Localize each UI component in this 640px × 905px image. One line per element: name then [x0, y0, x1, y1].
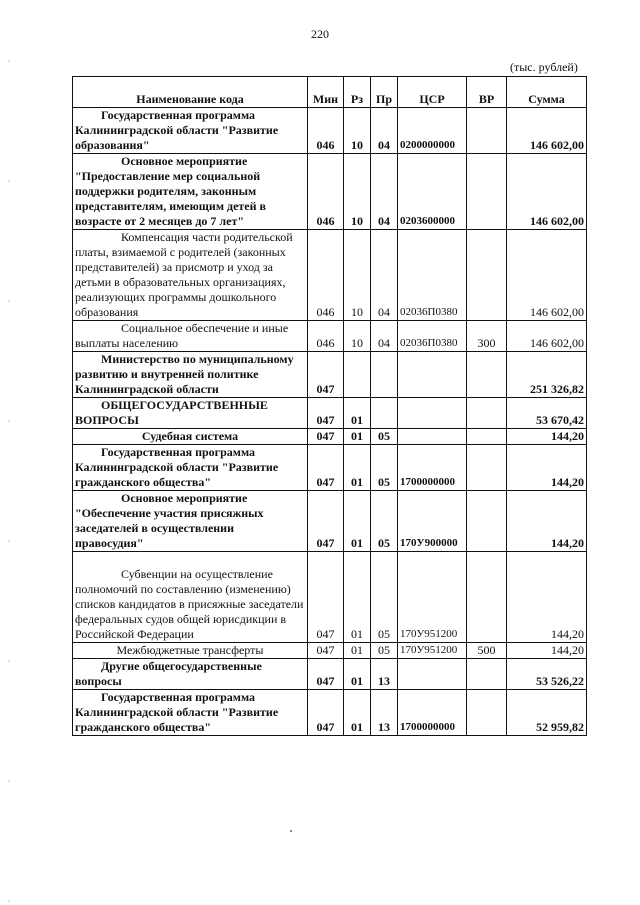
row-name: Субвенции на осуществление полномочий по составлению (изменению) списков кандидатов в присяжные заседатели федеральных судов общей юрисдикции в Российской Федерации	[73, 552, 308, 643]
row-csr: 170У951200	[398, 643, 467, 659]
row-min: 046	[308, 321, 344, 352]
row-name: Судебная система	[73, 429, 308, 445]
row-rz: 10	[344, 108, 371, 154]
row-name: Компенсация части родительской платы, взимаемой с родителей (законных представителей) за присмотр и уход за детьми в образовательных организациях, реализующих программы дошкольного образования	[73, 230, 308, 321]
table-row	[73, 552, 587, 643]
row-csr	[398, 352, 467, 398]
header-vr: ВР	[467, 77, 507, 108]
row-csr: 02036П0380	[398, 321, 467, 352]
row-rz: 01	[344, 552, 371, 643]
header-rz: Рз	[344, 77, 371, 108]
row-name: Государственная программа Калининградской области "Развитие образования"	[73, 108, 308, 154]
row-vr: 500	[467, 643, 507, 659]
row-vr	[467, 230, 507, 321]
row-rz: 01	[344, 398, 371, 429]
row-rz: 01	[344, 429, 371, 445]
row-sum: 146 602,00	[507, 230, 587, 321]
row-pr: 04	[371, 230, 398, 321]
row-vr	[467, 445, 507, 491]
row-sum: 52 959,82	[507, 690, 587, 736]
header-csr: ЦСР	[398, 77, 467, 108]
row-vr	[467, 690, 507, 736]
row-min: 047	[308, 552, 344, 643]
row-sum: 144,20	[507, 643, 587, 659]
row-rz	[344, 352, 371, 398]
table-row	[73, 643, 587, 659]
row-min: 047	[308, 690, 344, 736]
table-row	[73, 690, 587, 736]
row-name: ОБЩЕГОСУДАРСТВЕННЫЕ ВОПРОСЫ	[73, 398, 308, 429]
row-min: 046	[308, 230, 344, 321]
table-row	[73, 398, 587, 429]
row-csr	[398, 398, 467, 429]
row-pr: 04	[371, 321, 398, 352]
row-pr	[371, 352, 398, 398]
header-name: Наименование кода	[73, 77, 308, 108]
row-csr: 02036П0380	[398, 230, 467, 321]
row-sum: 251 326,82	[507, 352, 587, 398]
row-sum: 144,20	[507, 445, 587, 491]
table-row	[73, 491, 587, 552]
row-name: Социальное обеспечение и иные выплаты населению	[73, 321, 308, 352]
table-row	[73, 108, 587, 154]
row-min: 047	[308, 491, 344, 552]
row-vr	[467, 108, 507, 154]
row-vr: 300	[467, 321, 507, 352]
row-vr	[467, 154, 507, 230]
row-rz: 10	[344, 321, 371, 352]
row-min: 047	[308, 659, 344, 690]
row-sum: 53 526,22	[507, 659, 587, 690]
row-min: 047	[308, 445, 344, 491]
row-csr: 0203600000	[398, 154, 467, 230]
row-pr: 13	[371, 690, 398, 736]
row-name: Основное мероприятие "Предоставление мер социальной поддержки родителям, законным представителям, имеющим детей в возрасте от 2 месяцев до 7 лет"	[73, 154, 308, 230]
table-row	[73, 154, 587, 230]
scan-speck	[290, 830, 292, 832]
row-min: 046	[308, 108, 344, 154]
table-row	[73, 429, 587, 445]
row-min: 047	[308, 429, 344, 445]
table-row	[73, 659, 587, 690]
row-csr	[398, 659, 467, 690]
row-pr	[371, 398, 398, 429]
table-row	[73, 230, 587, 321]
row-sum: 146 602,00	[507, 108, 587, 154]
table-row	[73, 445, 587, 491]
row-csr: 1700000000	[398, 690, 467, 736]
row-csr: 1700000000	[398, 445, 467, 491]
row-csr: 0200000000	[398, 108, 467, 154]
row-rz: 10	[344, 154, 371, 230]
row-rz: 10	[344, 230, 371, 321]
row-rz: 01	[344, 491, 371, 552]
row-name: Другие общегосударственные вопросы	[73, 659, 308, 690]
row-name: Основное мероприятие "Обеспечение участия присяжных заседателей в осуществлении правосудия"	[73, 491, 308, 552]
row-pr: 04	[371, 154, 398, 230]
row-vr	[467, 491, 507, 552]
row-min: 046	[308, 154, 344, 230]
row-vr	[467, 352, 507, 398]
table-row	[73, 352, 587, 398]
row-pr: 05	[371, 552, 398, 643]
row-vr	[467, 552, 507, 643]
row-sum: 146 602,00	[507, 321, 587, 352]
row-name: Государственная программа Калининградской области "Развитие гражданского общества"	[73, 690, 308, 736]
table-header-row	[73, 77, 587, 108]
row-csr: 170У900000	[398, 491, 467, 552]
row-pr: 05	[371, 445, 398, 491]
row-name: Министерство по муниципальному развитию и внутренней политике Калининградской области	[73, 352, 308, 398]
row-min: 047	[308, 352, 344, 398]
page-number: 220	[311, 27, 329, 41]
row-pr: 04	[371, 108, 398, 154]
row-sum: 53 670,42	[507, 398, 587, 429]
row-sum: 144,20	[507, 491, 587, 552]
header-sum: Сумма	[507, 77, 587, 108]
row-csr	[398, 429, 467, 445]
budget-table	[72, 76, 587, 736]
row-sum: 146 602,00	[507, 154, 587, 230]
row-rz: 01	[344, 445, 371, 491]
row-min: 047	[308, 643, 344, 659]
row-vr	[467, 659, 507, 690]
row-pr: 05	[371, 491, 398, 552]
row-pr: 13	[371, 659, 398, 690]
scan-margin-marks	[8, 0, 10, 905]
header-min: Мин	[308, 77, 344, 108]
units-label: (тыс. рублей)	[510, 60, 578, 74]
row-pr: 05	[371, 429, 398, 445]
row-vr	[467, 398, 507, 429]
row-vr	[467, 429, 507, 445]
row-rz: 01	[344, 659, 371, 690]
row-sum: 144,20	[507, 429, 587, 445]
row-name: Государственная программа Калининградской области "Развитие гражданского общества"	[73, 445, 308, 491]
row-rz: 01	[344, 643, 371, 659]
row-min: 047	[308, 398, 344, 429]
row-csr: 170У951200	[398, 552, 467, 643]
row-rz: 01	[344, 690, 371, 736]
row-sum: 144,20	[507, 552, 587, 643]
row-pr: 05	[371, 643, 398, 659]
row-name: Межбюджетные трансферты	[73, 643, 308, 659]
table-row	[73, 321, 587, 352]
header-pr: Пр	[371, 77, 398, 108]
